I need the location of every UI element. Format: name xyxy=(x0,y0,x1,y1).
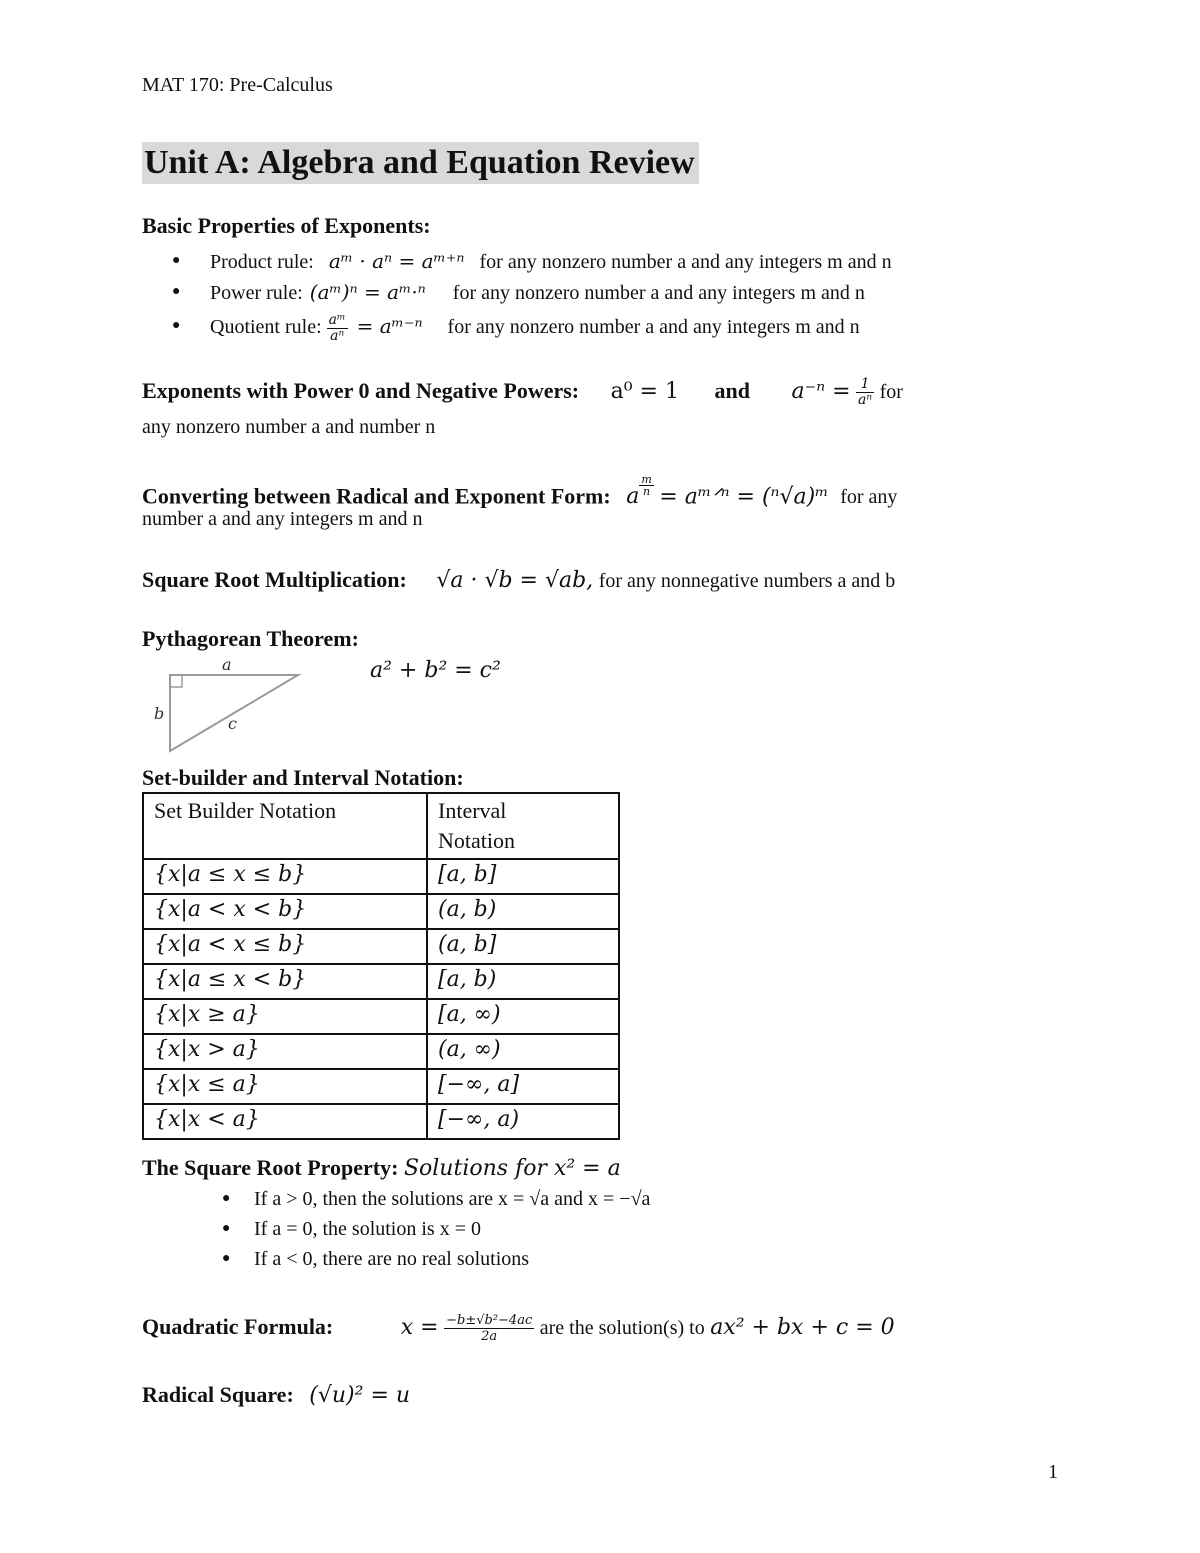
quadratic-heading: Quadratic Formula: xyxy=(142,1314,334,1339)
table-header-row xyxy=(143,793,619,859)
radical-exponent-fraction xyxy=(639,474,653,497)
negative-power-formula: a⁻ⁿ = xyxy=(791,379,851,404)
case-negative: If a < 0, there are no real solutions xyxy=(254,1248,530,1270)
radical-square-section xyxy=(142,1380,410,1411)
powers-condition: any nonzero number a and number n xyxy=(142,416,436,438)
side-b-label: b xyxy=(154,704,165,723)
rule-label: Quotient rule: xyxy=(210,316,322,338)
interval-cell: [−∞, a) xyxy=(427,1104,619,1139)
list-item xyxy=(222,1214,650,1244)
rule-condition: for any nonzero number a and any integers m and n xyxy=(452,282,865,304)
fraction-denominator: 2a xyxy=(481,1329,498,1345)
sqrt-mult-condition: for any nonnegative numbers a and b xyxy=(598,570,896,592)
interval-cell: (a, b) xyxy=(427,894,619,929)
rule-formula: (aᵐ)ⁿ = aᵐ·ⁿ xyxy=(309,280,426,304)
table-row xyxy=(143,859,619,894)
for-text: for xyxy=(879,381,903,403)
quotient-rule xyxy=(172,308,892,345)
set-cell: {x|x < a} xyxy=(143,1104,427,1139)
table-row xyxy=(143,1104,619,1139)
col2-label-line2: Notation xyxy=(438,828,515,853)
set-cell: {x|x ≥ a} xyxy=(143,999,427,1034)
sqrt-mult-heading: Square Root Multiplication: xyxy=(142,567,407,592)
case-positive: If a > 0, then the solutions are x = √a and x = −√a xyxy=(254,1188,651,1210)
quadratic-lhs: x = xyxy=(400,1315,439,1340)
table-row xyxy=(143,929,619,964)
page-number: 1 xyxy=(1048,1461,1058,1483)
product-rule xyxy=(172,246,892,277)
quotient-fraction xyxy=(327,313,348,344)
set-cell: {x|x > a} xyxy=(143,1034,427,1069)
sqrt-mult-section xyxy=(142,565,895,596)
col-set-builder xyxy=(143,793,427,859)
col-interval xyxy=(427,793,619,859)
col1-label: Set Builder Notation xyxy=(154,798,337,823)
exponents-heading: Basic Properties of Exponents: xyxy=(142,213,431,238)
side-c-label: c xyxy=(228,714,237,733)
interval-cell: [a, ∞) xyxy=(427,999,619,1034)
fraction-numerator: aᵐ xyxy=(328,311,346,328)
quadratic-tail: are the solution(s) to xyxy=(539,1317,705,1339)
sqrt-property-subtitle: Solutions for x² = a xyxy=(403,1156,621,1181)
sqrt-property-heading: The Square Root Property: xyxy=(142,1155,399,1180)
rule-formula: aᵐ · aⁿ = aᵐ⁺ⁿ xyxy=(328,249,465,273)
exponent-rules-list xyxy=(172,246,892,345)
radical-formula: = aᵐᐟⁿ = (ⁿ√a)ᵐ xyxy=(659,484,829,510)
negative-power-fraction xyxy=(856,377,874,408)
notation-table xyxy=(142,792,620,1140)
table-row xyxy=(143,1034,619,1069)
quadratic-section xyxy=(142,1312,895,1344)
interval-cell: [a, b] xyxy=(427,859,619,894)
radical-square-formula: (√u)² = u xyxy=(309,1383,411,1408)
for-any-text: for any xyxy=(840,486,898,509)
quadratic-fraction xyxy=(444,1313,534,1344)
table-row xyxy=(143,999,619,1034)
triangle-shape xyxy=(170,675,298,751)
set-cell: {x|x ≤ a} xyxy=(143,1069,427,1104)
interval-cell: [−∞, a] xyxy=(427,1069,619,1104)
unit-title: Unit A: Algebra and Equation Review xyxy=(142,142,699,184)
list-item xyxy=(222,1244,650,1274)
fraction-denominator: aⁿ xyxy=(330,327,345,344)
table-row xyxy=(143,894,619,929)
sqrt-property-list xyxy=(222,1184,650,1274)
radical-base: a xyxy=(626,484,640,510)
sqrt-mult-formula: √a · √b = √ab, xyxy=(436,568,594,593)
interval-cell: (a, b] xyxy=(427,929,619,964)
case-zero: If a = 0, the solution is x = 0 xyxy=(254,1218,481,1240)
fraction-denominator: n xyxy=(643,485,651,498)
course-header: MAT 170: Pre-Calculus xyxy=(142,74,333,96)
fraction-numerator: −b±√b²−4ac xyxy=(446,1313,533,1329)
power-rule xyxy=(172,277,892,308)
table-row xyxy=(143,1069,619,1104)
quadratic-equation: ax² + bx + c = 0 xyxy=(710,1315,895,1340)
interval-cell: (a, ∞) xyxy=(427,1034,619,1069)
col2-label-line1: Interval xyxy=(438,798,507,823)
and-text: and xyxy=(714,378,750,403)
set-cell: {x|a ≤ x < b} xyxy=(143,964,427,999)
list-item xyxy=(222,1184,650,1214)
rule-condition: for any nonzero number a and any integers m and n xyxy=(447,316,860,338)
notation-heading: Set-builder and Interval Notation: xyxy=(142,765,464,790)
set-cell: {x|a < x < b} xyxy=(143,894,427,929)
pythagorean-formula: a² + b² = c² xyxy=(370,658,501,683)
rule-label: Power rule: xyxy=(210,282,303,304)
set-cell: {x|a < x ≤ b} xyxy=(143,929,427,964)
right-triangle-diagram xyxy=(150,655,310,755)
rule-condition: for any nonzero number a and any integers m and n xyxy=(479,251,892,273)
fraction-denominator: aⁿ xyxy=(858,392,873,409)
right-angle-marker xyxy=(170,675,182,687)
radical-heading: Converting between Radical and Exponent Form: xyxy=(142,483,611,509)
interval-cell: [a, b) xyxy=(427,964,619,999)
set-cell: {x|a ≤ x ≤ b} xyxy=(143,859,427,894)
rule-formula: = aᵐ⁻ⁿ xyxy=(356,314,423,338)
powers-section xyxy=(142,376,903,408)
fraction-numerator: 1 xyxy=(856,377,874,393)
power-zero-formula: a⁰ = 1 xyxy=(610,379,679,404)
sqrt-property-section xyxy=(142,1153,621,1184)
powers-heading: Exponents with Power 0 and Negative Powers: xyxy=(142,378,580,403)
table-row xyxy=(143,964,619,999)
rule-label: Product rule: xyxy=(210,251,314,273)
fraction-numerator: m xyxy=(641,473,652,486)
side-a-label: a xyxy=(222,655,232,674)
radical-condition: number a and any integers m and n xyxy=(142,508,423,530)
pythagorean-heading: Pythagorean Theorem: xyxy=(142,626,359,651)
radical-square-heading: Radical Square: xyxy=(142,1382,294,1407)
